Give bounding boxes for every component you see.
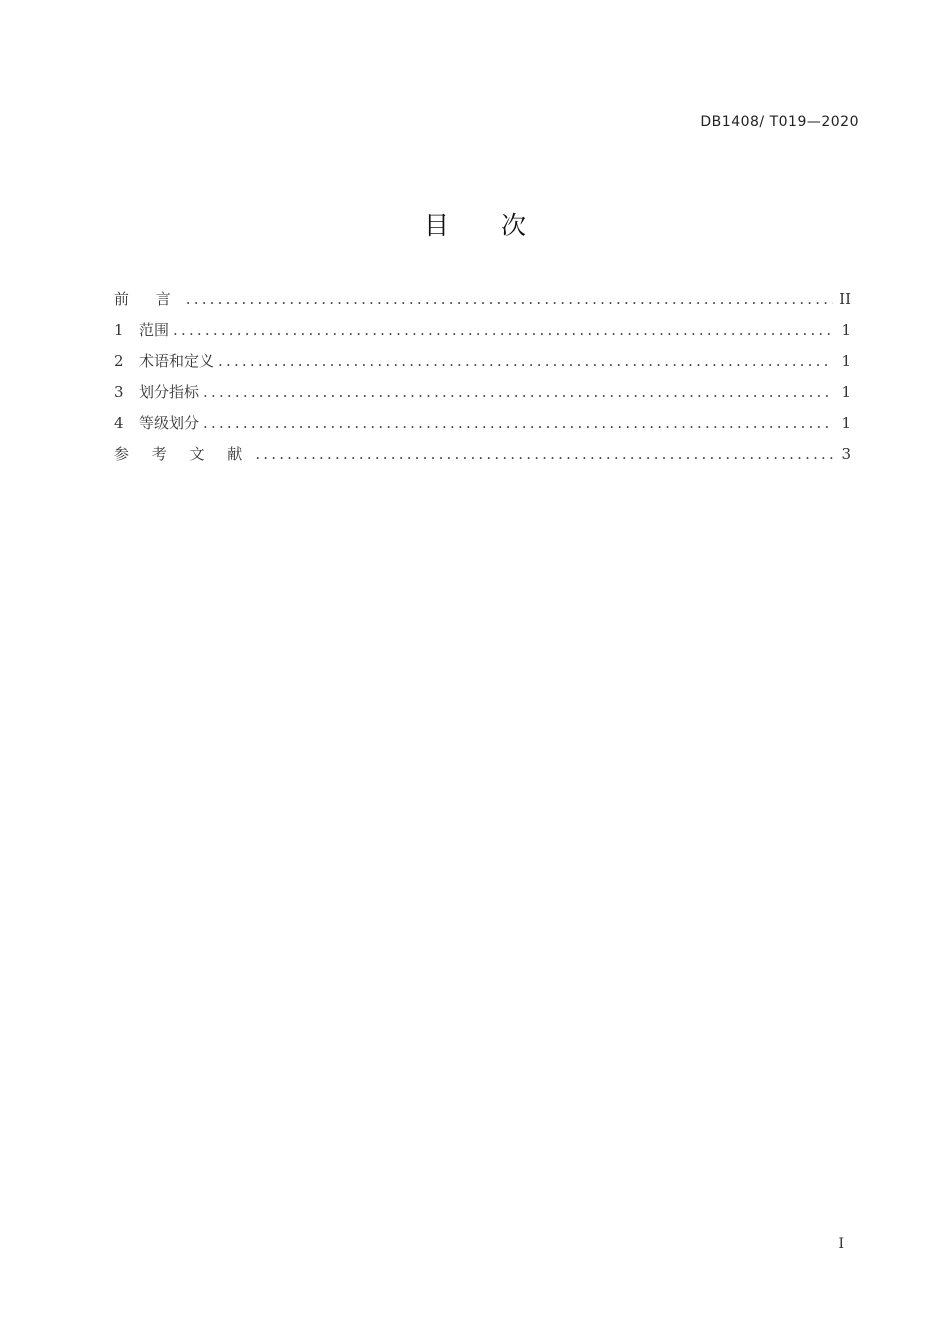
toc-entry-number: 4 xyxy=(114,414,124,432)
toc-leader-dots xyxy=(203,408,833,439)
toc-entry-label: 划分指标 xyxy=(139,383,200,401)
toc-entry-grading[interactable] xyxy=(114,408,851,439)
toc-leader-dots xyxy=(255,439,833,470)
toc-entry-number: 1 xyxy=(114,321,124,339)
document-code: DB1408/ T019—2020 xyxy=(700,114,859,130)
toc-entry-page: 1 xyxy=(841,383,851,401)
toc-entry-label: 术语和定义 xyxy=(139,352,215,370)
page-number: I xyxy=(838,1236,844,1252)
toc-entry-references[interactable] xyxy=(114,439,851,470)
toc-entry-page: 3 xyxy=(841,445,851,463)
toc-entry-page: 1 xyxy=(841,352,851,370)
toc-entry-number: 2 xyxy=(114,352,124,370)
toc-entry-label: 前 言 xyxy=(114,290,182,308)
toc-entry-label: 范围 xyxy=(139,321,170,339)
toc-entry-foreword[interactable] xyxy=(114,284,851,315)
toc-entry-page: 1 xyxy=(841,414,851,432)
toc-entry-label: 参 考 文 献 xyxy=(114,445,252,463)
toc-entry-scope[interactable] xyxy=(114,315,851,346)
toc-entry-indicators[interactable] xyxy=(114,377,851,408)
toc-leader-dots xyxy=(186,284,833,315)
toc-leader-dots xyxy=(203,377,833,408)
page-title: 目 次 xyxy=(424,211,548,240)
toc-entry-terms[interactable] xyxy=(114,346,851,377)
toc-leader-dots xyxy=(218,346,833,377)
toc-entry-page: II xyxy=(839,290,851,308)
toc-leader-dots xyxy=(173,315,833,346)
table-of-contents xyxy=(114,284,851,470)
toc-entry-page: 1 xyxy=(841,321,851,339)
toc-entry-number: 3 xyxy=(114,383,124,401)
toc-entry-label: 等级划分 xyxy=(139,414,200,432)
